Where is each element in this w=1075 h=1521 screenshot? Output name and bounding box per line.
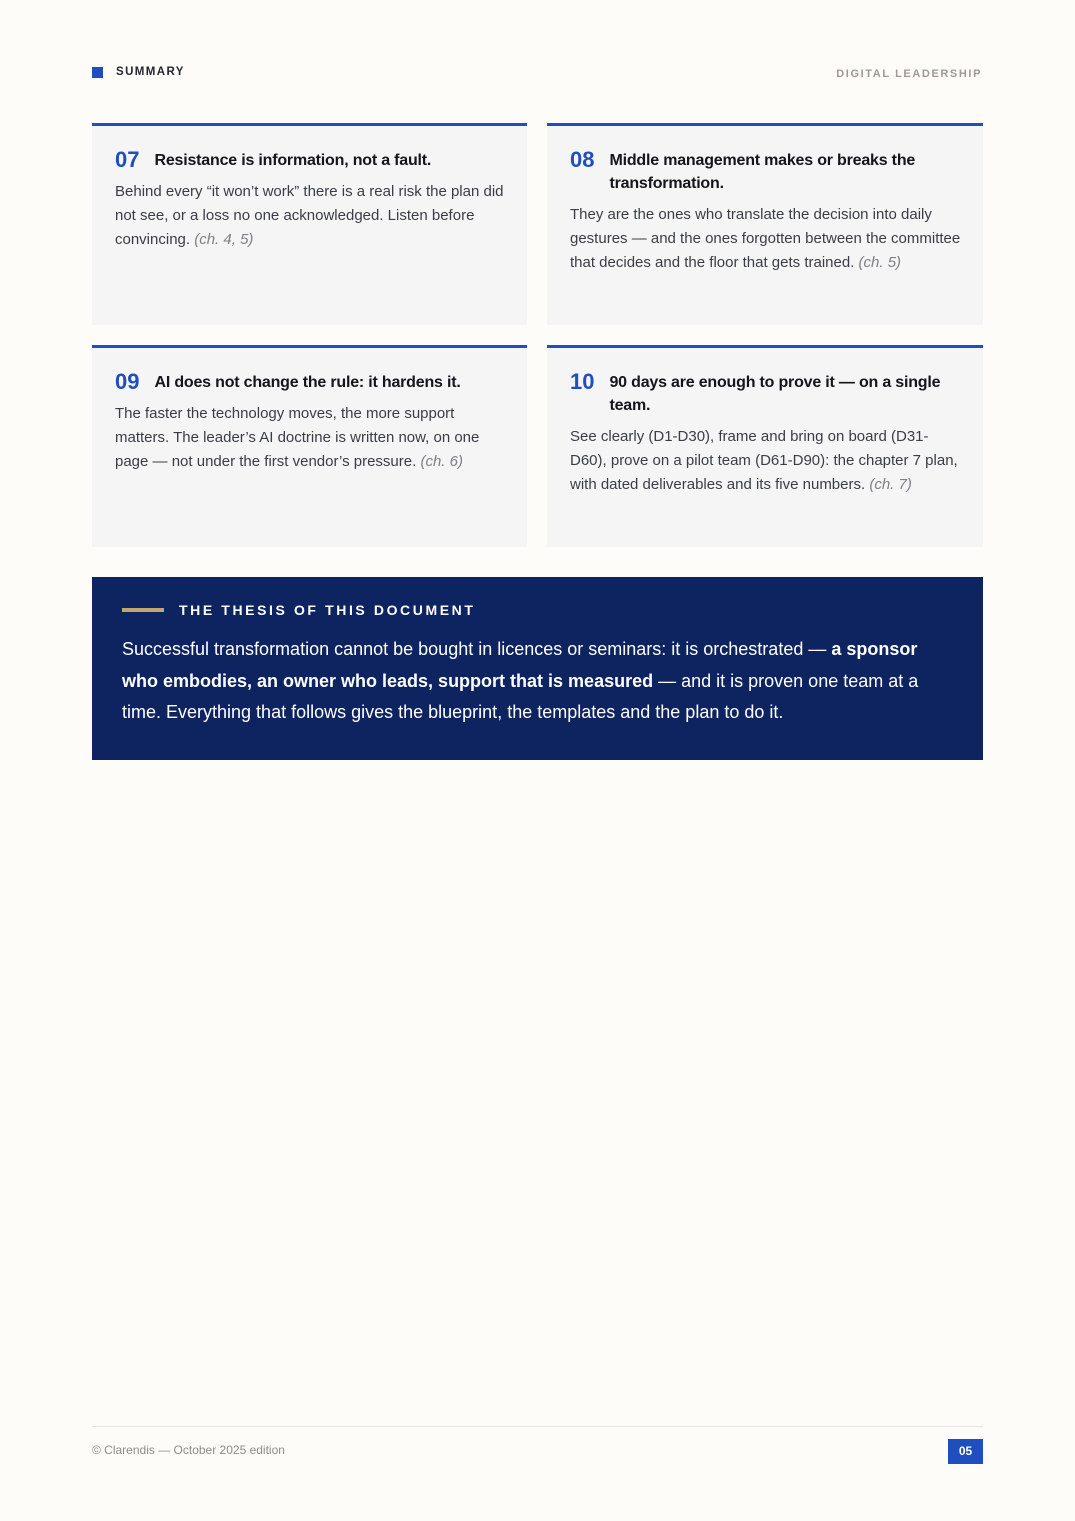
card-title: AI does not change the rule: it hardens it. (154, 374, 461, 391)
section-label: SUMMARY (116, 66, 185, 78)
card-text: They are the ones who translate the decision into daily gestures — and the ones forgotten between the committee that decides and the floor that gets trained. (570, 206, 961, 271)
document-title: DIGITAL LEADERSHIP (836, 68, 982, 80)
card-title: Middle management makes or breaks the transformation. (609, 152, 916, 192)
thesis-label: THE THESIS OF THIS DOCUMENT (179, 602, 476, 618)
card-head (115, 370, 505, 394)
summary-card-10 (547, 345, 983, 547)
page-header (92, 66, 982, 84)
thesis-text-start: Successful transformation cannot be bought in licences or seminars: it is orchestrated — (122, 639, 832, 659)
thesis-text-emphasis: a sponsor who embodies, an owner who leads, support that is measured (122, 639, 918, 691)
card-head (570, 370, 961, 417)
card-number: 10 (570, 369, 595, 394)
footer-copyright: © Clarendis — October 2025 edition (92, 1443, 285, 1457)
card-title: Resistance is information, not a fault. (154, 152, 432, 169)
card-number: 07 (115, 147, 140, 172)
section-marker-icon (92, 67, 103, 78)
card-title: 90 days are enough to prove it — on a single team. (609, 374, 941, 414)
card-number: 09 (115, 369, 140, 394)
card-text: See clearly (D1-D30), frame and bring on board (D31-D60), prove on a pilot team (D61-D90): the chapter 7 plan, with dated deliverables and its five numbers. (570, 428, 958, 493)
card-number: 08 (570, 147, 595, 172)
card-text: The faster the technology moves, the more support matters. The leader’s AI doctrine is written now, on one page — not under the first vendor’s pressure. (115, 405, 480, 470)
chapter-reference: (ch. 5) (858, 253, 902, 271)
card-body (570, 425, 961, 496)
summary-card-09 (92, 345, 527, 547)
card-body (570, 203, 961, 274)
chapter-reference: (ch. 7) (869, 475, 912, 493)
card-body (115, 180, 505, 251)
header-section (92, 66, 185, 78)
chapter-reference: (ch. 6) (420, 452, 463, 470)
thesis-accent-bar (122, 608, 164, 612)
chapter-reference: (ch. 4, 5) (194, 230, 254, 248)
page-number: 05 (948, 1439, 983, 1464)
summary-card-07 (92, 123, 527, 325)
thesis-box (92, 577, 983, 760)
thesis-text-end: — and it is proven one team at a time. Everything that follows gives the blueprint, the templates and the plan to do it. (122, 670, 919, 722)
summary-card-08 (547, 123, 983, 325)
footer-divider (92, 1426, 983, 1427)
card-head (570, 148, 961, 195)
thesis-head (122, 602, 953, 618)
card-body (115, 402, 505, 473)
thesis-text (122, 634, 953, 729)
card-head (115, 148, 505, 172)
card-text: Behind every “it won’t work” there is a real risk the plan did not see, or a loss no one acknowledged. Listen before convincing. (115, 183, 504, 248)
